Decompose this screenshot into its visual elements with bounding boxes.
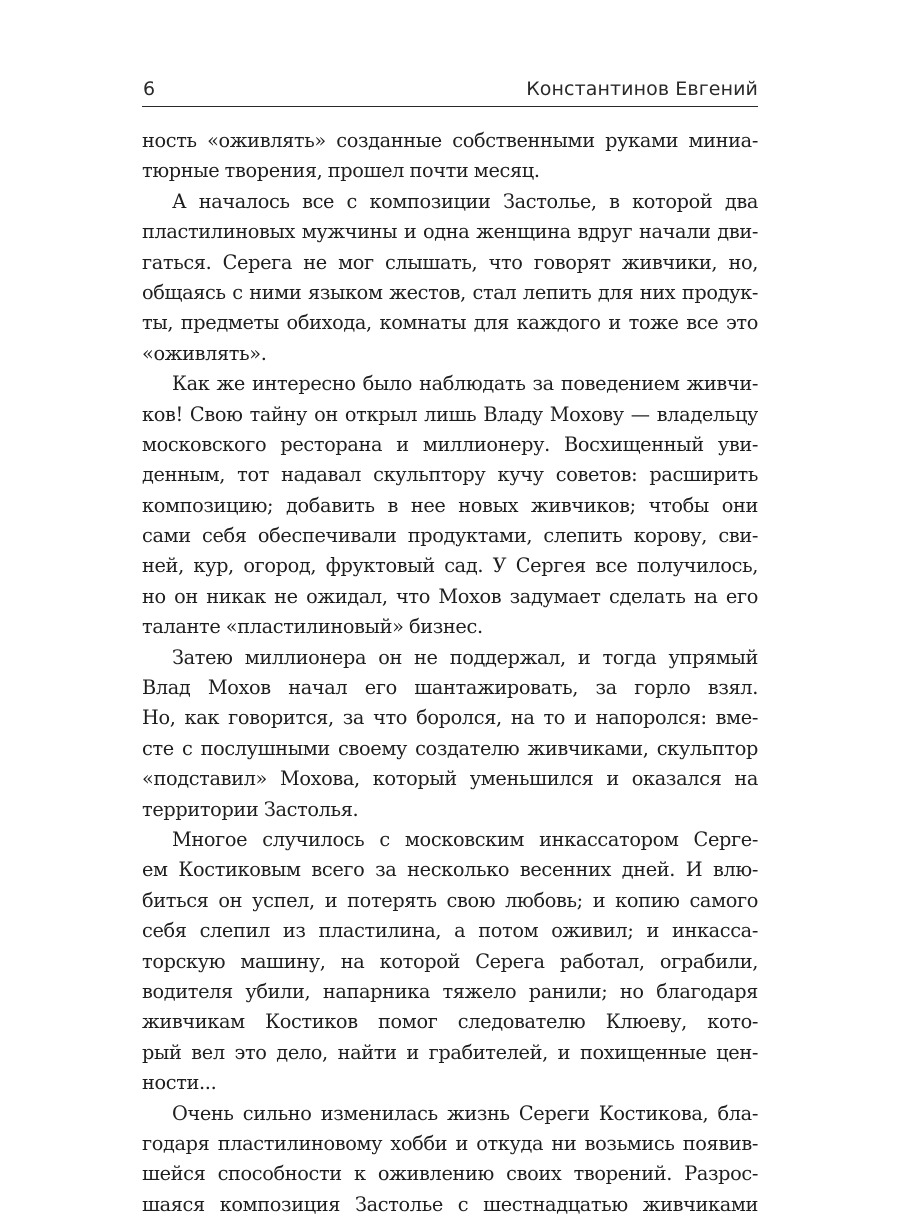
text-line: «оживлять». xyxy=(142,339,758,369)
paragraph xyxy=(142,187,758,369)
text-line: ты, предметы обихода, комнаты для каждого и тоже все это xyxy=(142,308,758,338)
text-line: общаясь с ними языком жестов, стал лепить для них продук- xyxy=(142,278,758,308)
text-line: ней, кур, огород, фруктовый сад. У Сергея все получилось, xyxy=(142,551,758,581)
text-line: А началось все с композиции Застолье, в которой два xyxy=(142,187,758,217)
text-line: но он никак не ожидал, что Мохов задумает сделать на его xyxy=(142,582,758,612)
running-header xyxy=(142,74,758,107)
text-line: водителя убили, напарника тяжело ранили; но благодаря xyxy=(142,977,758,1007)
text-line: «подставил» Мохова, который уменьшился и оказался на xyxy=(142,764,758,794)
paragraph xyxy=(142,369,758,643)
text-line: сами себя обеспечивали продуктами, слепить корову, сви- xyxy=(142,521,758,551)
paragraph xyxy=(142,825,758,1099)
page-number: 6 xyxy=(143,78,155,100)
text-line: торскую машину, на которой Серега работал, ограбили, xyxy=(142,947,758,977)
text-line: ность «оживлять» созданные собственными руками миниа- xyxy=(142,126,758,156)
text-line: территории Застолья. xyxy=(142,795,758,825)
text-line: тюрные творения, прошел почти месяц. xyxy=(142,156,758,186)
text-line: Многое случилось с московским инкассатором Серге- xyxy=(142,825,758,855)
text-line: Затею миллионера он не поддержал, и тогда упрямый xyxy=(142,643,758,673)
text-line: ем Костиковым всего за несколько весенних дней. И влю- xyxy=(142,855,758,885)
text-line: рый вел это дело, найти и грабителей, и похищенные цен- xyxy=(142,1038,758,1068)
text-line: сте с послушными своему создателю живчиками, скульптор xyxy=(142,734,758,764)
paragraph xyxy=(142,1099,758,1220)
text-line: денным, тот надавал скульптору кучу советов: расширить xyxy=(142,460,758,490)
text-line: Очень сильно изменилась жизнь Сереги Костикова, бла- xyxy=(142,1099,758,1129)
text-line: таланте «пластилиновый» бизнес. xyxy=(142,612,758,642)
text-line: годаря пластилиновому хобби и откуда ни возьмись появив- xyxy=(142,1129,758,1159)
text-line: ности... xyxy=(142,1068,758,1098)
paragraph xyxy=(142,643,758,825)
text-line: себя слепил из пластилина, а потом оживил; и инкасса- xyxy=(142,916,758,946)
text-line: ков! Свою тайну он открыл лишь Владу Мохову — владельцу xyxy=(142,400,758,430)
text-line: гаться. Серега не мог слышать, что говорят живчики, но, xyxy=(142,248,758,278)
text-line: пластилиновых мужчины и одна женщина вдруг начали дви- xyxy=(142,217,758,247)
text-line: Влад Мохов начал его шантажировать, за горло взял. xyxy=(142,673,758,703)
text-line: Как же интересно было наблюдать за поведением живчи- xyxy=(142,369,758,399)
text-line: биться он успел, и потерять свою любовь; и копию самого xyxy=(142,886,758,916)
text-line: композицию; добавить в нее новых живчиков; чтобы они xyxy=(142,491,758,521)
text-line: живчикам Костиков помог следователю Клюеву, кото- xyxy=(142,1007,758,1037)
text-line: шаяся композиция Застолье с шестнадцатью живчиками xyxy=(142,1190,758,1220)
paragraph xyxy=(142,126,758,187)
body-text xyxy=(142,126,758,1220)
text-line: Но, как говорится, за что боролся, на то и напоролся: вме- xyxy=(142,703,758,733)
text-line: шейся способности к оживлению своих творений. Разрос- xyxy=(142,1159,758,1189)
author-name: Константинов Евгений xyxy=(526,78,758,100)
text-line: московского ресторана и миллионеру. Восхищенный уви- xyxy=(142,430,758,460)
